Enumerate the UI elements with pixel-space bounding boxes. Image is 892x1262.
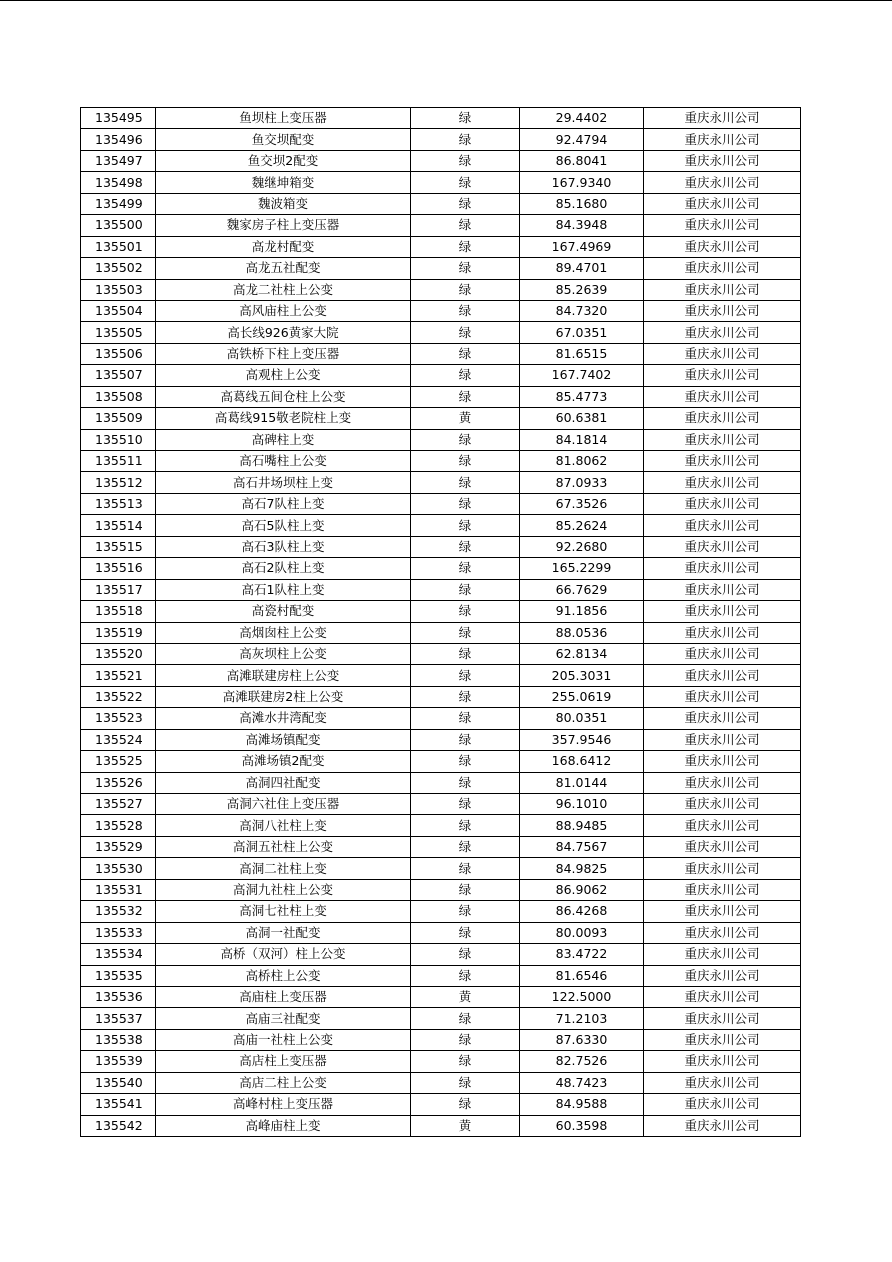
table-row (81, 472, 801, 493)
cell-status: 绿 (411, 686, 520, 707)
table-row (81, 343, 801, 364)
cell-value: 60.3598 (520, 1115, 644, 1136)
cell-value: 66.7629 (520, 579, 644, 600)
cell-status: 绿 (411, 193, 520, 214)
cell-value: 84.7567 (520, 836, 644, 857)
cell-value: 60.6381 (520, 408, 644, 429)
cell-value: 167.4969 (520, 236, 644, 257)
cell-value: 85.2624 (520, 515, 644, 536)
cell-name: 鱼交坝2配变 (156, 150, 411, 171)
cell-company: 重庆永川公司 (644, 236, 801, 257)
table-row (81, 601, 801, 622)
cell-status: 绿 (411, 901, 520, 922)
cell-name: 魏波箱变 (156, 193, 411, 214)
cell-id: 135508 (81, 386, 156, 407)
cell-value: 86.4268 (520, 901, 644, 922)
cell-status: 绿 (411, 279, 520, 300)
cell-id: 135497 (81, 150, 156, 171)
cell-status: 黄 (411, 1115, 520, 1136)
cell-company: 重庆永川公司 (644, 472, 801, 493)
cell-value: 84.7320 (520, 300, 644, 321)
cell-id: 135513 (81, 493, 156, 514)
cell-status: 绿 (411, 343, 520, 364)
cell-status: 绿 (411, 215, 520, 236)
cell-status: 黄 (411, 986, 520, 1007)
cell-status: 绿 (411, 965, 520, 986)
cell-company: 重庆永川公司 (644, 708, 801, 729)
cell-name: 高峰庙柱上变 (156, 1115, 411, 1136)
cell-id: 135527 (81, 794, 156, 815)
cell-status: 黄 (411, 408, 520, 429)
cell-status: 绿 (411, 429, 520, 450)
cell-name: 高石嘴柱上公变 (156, 451, 411, 472)
cell-name: 高石井场坝柱上变 (156, 472, 411, 493)
cell-status: 绿 (411, 386, 520, 407)
cell-id: 135526 (81, 772, 156, 793)
cell-status: 绿 (411, 836, 520, 857)
cell-status: 绿 (411, 1094, 520, 1115)
cell-status: 绿 (411, 751, 520, 772)
cell-value: 84.1814 (520, 429, 644, 450)
table-row (81, 686, 801, 707)
cell-company: 重庆永川公司 (644, 300, 801, 321)
table-row (81, 172, 801, 193)
cell-id: 135523 (81, 708, 156, 729)
cell-company: 重庆永川公司 (644, 1094, 801, 1115)
cell-id: 135536 (81, 986, 156, 1007)
cell-id: 135500 (81, 215, 156, 236)
cell-company: 重庆永川公司 (644, 1008, 801, 1029)
cell-id: 135528 (81, 815, 156, 836)
cell-id: 135537 (81, 1008, 156, 1029)
table-row (81, 1029, 801, 1050)
table-row (81, 1115, 801, 1136)
cell-id: 135542 (81, 1115, 156, 1136)
cell-company: 重庆永川公司 (644, 965, 801, 986)
cell-status: 绿 (411, 300, 520, 321)
cell-value: 86.9062 (520, 879, 644, 900)
cell-name: 魏继坤箱变 (156, 172, 411, 193)
cell-status: 绿 (411, 129, 520, 150)
cell-value: 80.0351 (520, 708, 644, 729)
table-row (81, 772, 801, 793)
table-row (81, 622, 801, 643)
cell-name: 高观柱上公变 (156, 365, 411, 386)
cell-name: 高灰坝柱上公变 (156, 643, 411, 664)
cell-id: 135496 (81, 129, 156, 150)
cell-company: 重庆永川公司 (644, 150, 801, 171)
cell-company: 重庆永川公司 (644, 386, 801, 407)
table-row (81, 108, 801, 129)
cell-value: 89.4701 (520, 258, 644, 279)
table-row (81, 879, 801, 900)
cell-value: 205.3031 (520, 665, 644, 686)
cell-name: 高滩联建房2柱上公变 (156, 686, 411, 707)
cell-status: 绿 (411, 493, 520, 514)
table-row (81, 558, 801, 579)
cell-value: 67.3526 (520, 493, 644, 514)
cell-company: 重庆永川公司 (644, 258, 801, 279)
cell-name: 高长线926黄家大院 (156, 322, 411, 343)
cell-name: 高店二柱上公变 (156, 1072, 411, 1093)
cell-id: 135520 (81, 643, 156, 664)
table-row (81, 451, 801, 472)
cell-id: 135503 (81, 279, 156, 300)
cell-name: 高滩水井湾配变 (156, 708, 411, 729)
cell-company: 重庆永川公司 (644, 1029, 801, 1050)
cell-name: 高峰村柱上变压器 (156, 1094, 411, 1115)
cell-status: 绿 (411, 879, 520, 900)
cell-id: 135534 (81, 944, 156, 965)
cell-name: 高庙三社配变 (156, 1008, 411, 1029)
cell-status: 绿 (411, 1008, 520, 1029)
cell-status: 绿 (411, 815, 520, 836)
cell-company: 重庆永川公司 (644, 751, 801, 772)
table-row (81, 643, 801, 664)
cell-value: 165.2299 (520, 558, 644, 579)
table-row (81, 1072, 801, 1093)
cell-company: 重庆永川公司 (644, 879, 801, 900)
cell-company: 重庆永川公司 (644, 193, 801, 214)
cell-company: 重庆永川公司 (644, 343, 801, 364)
cell-id: 135532 (81, 901, 156, 922)
table-row (81, 901, 801, 922)
cell-id: 135516 (81, 558, 156, 579)
table-row (81, 1008, 801, 1029)
cell-name: 高葛线915敬老院柱上变 (156, 408, 411, 429)
cell-company: 重庆永川公司 (644, 858, 801, 879)
cell-status: 绿 (411, 794, 520, 815)
cell-status: 绿 (411, 472, 520, 493)
cell-value: 86.8041 (520, 150, 644, 171)
cell-status: 绿 (411, 322, 520, 343)
cell-status: 绿 (411, 944, 520, 965)
cell-company: 重庆永川公司 (644, 408, 801, 429)
cell-id: 135509 (81, 408, 156, 429)
cell-value: 67.0351 (520, 322, 644, 343)
cell-id: 135517 (81, 579, 156, 600)
cell-status: 绿 (411, 515, 520, 536)
cell-id: 135522 (81, 686, 156, 707)
cell-id: 135524 (81, 729, 156, 750)
table-row (81, 300, 801, 321)
cell-id: 135501 (81, 236, 156, 257)
cell-status: 绿 (411, 172, 520, 193)
cell-value: 81.8062 (520, 451, 644, 472)
cell-value: 48.7423 (520, 1072, 644, 1093)
cell-id: 135510 (81, 429, 156, 450)
cell-id: 135529 (81, 836, 156, 857)
cell-value: 87.0933 (520, 472, 644, 493)
cell-name: 高滩场镇配变 (156, 729, 411, 750)
cell-status: 绿 (411, 922, 520, 943)
cell-value: 91.1856 (520, 601, 644, 622)
cell-status: 绿 (411, 622, 520, 643)
cell-status: 绿 (411, 1072, 520, 1093)
cell-company: 重庆永川公司 (644, 129, 801, 150)
cell-status: 绿 (411, 708, 520, 729)
table-row (81, 1094, 801, 1115)
cell-name: 高滩联建房柱上公变 (156, 665, 411, 686)
cell-name: 高铁桥下柱上变压器 (156, 343, 411, 364)
cell-id: 135531 (81, 879, 156, 900)
cell-company: 重庆永川公司 (644, 794, 801, 815)
table-row (81, 429, 801, 450)
cell-id: 135502 (81, 258, 156, 279)
cell-id: 135521 (81, 665, 156, 686)
cell-company: 重庆永川公司 (644, 601, 801, 622)
cell-value: 71.2103 (520, 1008, 644, 1029)
cell-name: 高洞四社配变 (156, 772, 411, 793)
table-row (81, 708, 801, 729)
cell-status: 绿 (411, 643, 520, 664)
cell-value: 81.6515 (520, 343, 644, 364)
cell-status: 绿 (411, 236, 520, 257)
cell-status: 绿 (411, 258, 520, 279)
cell-company: 重庆永川公司 (644, 172, 801, 193)
cell-name: 鱼交坝配变 (156, 129, 411, 150)
cell-value: 92.4794 (520, 129, 644, 150)
cell-status: 绿 (411, 665, 520, 686)
cell-name: 高洞六社住上变压器 (156, 794, 411, 815)
cell-id: 135495 (81, 108, 156, 129)
cell-company: 重庆永川公司 (644, 901, 801, 922)
cell-company: 重庆永川公司 (644, 215, 801, 236)
cell-id: 135504 (81, 300, 156, 321)
cell-name: 高烟囱柱上公变 (156, 622, 411, 643)
table-row (81, 236, 801, 257)
cell-name: 高洞七社柱上变 (156, 901, 411, 922)
cell-name: 高龙五社配变 (156, 258, 411, 279)
cell-company: 重庆永川公司 (644, 579, 801, 600)
cell-company: 重庆永川公司 (644, 686, 801, 707)
cell-status: 绿 (411, 558, 520, 579)
cell-status: 绿 (411, 601, 520, 622)
cell-status: 绿 (411, 108, 520, 129)
cell-value: 357.9546 (520, 729, 644, 750)
table-row (81, 665, 801, 686)
cell-company: 重庆永川公司 (644, 772, 801, 793)
cell-name: 高碑柱上变 (156, 429, 411, 450)
cell-value: 122.5000 (520, 986, 644, 1007)
cell-name: 高瓷村配变 (156, 601, 411, 622)
cell-name: 高石7队柱上变 (156, 493, 411, 514)
cell-company: 重庆永川公司 (644, 815, 801, 836)
cell-value: 167.9340 (520, 172, 644, 193)
table-row (81, 129, 801, 150)
cell-name: 高洞一社配变 (156, 922, 411, 943)
cell-value: 167.7402 (520, 365, 644, 386)
cell-value: 83.4722 (520, 944, 644, 965)
cell-status: 绿 (411, 858, 520, 879)
table-row (81, 536, 801, 557)
cell-name: 高庙一社柱上公变 (156, 1029, 411, 1050)
cell-company: 重庆永川公司 (644, 944, 801, 965)
table-row (81, 815, 801, 836)
cell-value: 87.6330 (520, 1029, 644, 1050)
table-row (81, 279, 801, 300)
cell-company: 重庆永川公司 (644, 536, 801, 557)
cell-status: 绿 (411, 1051, 520, 1072)
table-row (81, 986, 801, 1007)
cell-company: 重庆永川公司 (644, 558, 801, 579)
table-row (81, 944, 801, 965)
cell-company: 重庆永川公司 (644, 515, 801, 536)
cell-id: 135505 (81, 322, 156, 343)
cell-id: 135511 (81, 451, 156, 472)
table-row (81, 858, 801, 879)
cell-id: 135525 (81, 751, 156, 772)
cell-id: 135512 (81, 472, 156, 493)
cell-id: 135530 (81, 858, 156, 879)
cell-name: 高滩场镇2配变 (156, 751, 411, 772)
cell-company: 重庆永川公司 (644, 365, 801, 386)
table-row (81, 922, 801, 943)
cell-name: 高店柱上变压器 (156, 1051, 411, 1072)
cell-company: 重庆永川公司 (644, 493, 801, 514)
table-row (81, 1051, 801, 1072)
cell-name: 高石1队柱上变 (156, 579, 411, 600)
table-row (81, 794, 801, 815)
table-row (81, 386, 801, 407)
cell-status: 绿 (411, 150, 520, 171)
cell-company: 重庆永川公司 (644, 643, 801, 664)
table-row (81, 493, 801, 514)
cell-name: 高石2队柱上变 (156, 558, 411, 579)
table-row (81, 150, 801, 171)
table-body (81, 108, 801, 1137)
cell-status: 绿 (411, 451, 520, 472)
cell-company: 重庆永川公司 (644, 1072, 801, 1093)
cell-company: 重庆永川公司 (644, 279, 801, 300)
cell-company: 重庆永川公司 (644, 665, 801, 686)
cell-name: 高石5队柱上变 (156, 515, 411, 536)
cell-company: 重庆永川公司 (644, 451, 801, 472)
cell-value: 62.8134 (520, 643, 644, 664)
table-row (81, 729, 801, 750)
cell-company: 重庆永川公司 (644, 108, 801, 129)
cell-id: 135519 (81, 622, 156, 643)
table-row (81, 322, 801, 343)
cell-value: 29.4402 (520, 108, 644, 129)
table-row (81, 215, 801, 236)
cell-value: 81.6546 (520, 965, 644, 986)
cell-value: 85.1680 (520, 193, 644, 214)
cell-value: 85.2639 (520, 279, 644, 300)
cell-value: 84.9825 (520, 858, 644, 879)
page-top-border (0, 0, 892, 1)
cell-id: 135515 (81, 536, 156, 557)
cell-id: 135518 (81, 601, 156, 622)
cell-name: 高石3队柱上变 (156, 536, 411, 557)
cell-id: 135540 (81, 1072, 156, 1093)
cell-name: 高洞九社柱上公变 (156, 879, 411, 900)
cell-company: 重庆永川公司 (644, 429, 801, 450)
cell-value: 84.9588 (520, 1094, 644, 1115)
table-row (81, 836, 801, 857)
table-row (81, 965, 801, 986)
cell-company: 重庆永川公司 (644, 986, 801, 1007)
cell-name: 高洞二社柱上变 (156, 858, 411, 879)
cell-id: 135499 (81, 193, 156, 214)
cell-id: 135539 (81, 1051, 156, 1072)
cell-name: 高龙二社柱上公变 (156, 279, 411, 300)
cell-status: 绿 (411, 772, 520, 793)
cell-id: 135498 (81, 172, 156, 193)
cell-company: 重庆永川公司 (644, 622, 801, 643)
cell-name: 高龙村配变 (156, 236, 411, 257)
cell-company: 重庆永川公司 (644, 1115, 801, 1136)
cell-company: 重庆永川公司 (644, 1051, 801, 1072)
cell-value: 88.9485 (520, 815, 644, 836)
cell-status: 绿 (411, 1029, 520, 1050)
cell-status: 绿 (411, 729, 520, 750)
cell-value: 88.0536 (520, 622, 644, 643)
cell-company: 重庆永川公司 (644, 729, 801, 750)
cell-name: 高洞五社柱上公变 (156, 836, 411, 857)
cell-value: 96.1010 (520, 794, 644, 815)
cell-id: 135533 (81, 922, 156, 943)
cell-status: 绿 (411, 579, 520, 600)
cell-id: 135514 (81, 515, 156, 536)
cell-id: 135538 (81, 1029, 156, 1050)
cell-id: 135535 (81, 965, 156, 986)
data-table (80, 107, 801, 1137)
cell-value: 85.4773 (520, 386, 644, 407)
cell-value: 80.0093 (520, 922, 644, 943)
cell-name: 高葛线五间仓柱上公变 (156, 386, 411, 407)
cell-name: 高风庙柱上公变 (156, 300, 411, 321)
cell-value: 168.6412 (520, 751, 644, 772)
cell-status: 绿 (411, 536, 520, 557)
cell-value: 92.2680 (520, 536, 644, 557)
cell-id: 135507 (81, 365, 156, 386)
cell-company: 重庆永川公司 (644, 322, 801, 343)
cell-name: 高桥柱上公变 (156, 965, 411, 986)
table-row (81, 515, 801, 536)
table-row (81, 751, 801, 772)
table-row (81, 579, 801, 600)
cell-value: 81.0144 (520, 772, 644, 793)
cell-company: 重庆永川公司 (644, 836, 801, 857)
cell-id: 135541 (81, 1094, 156, 1115)
table-row (81, 408, 801, 429)
cell-status: 绿 (411, 365, 520, 386)
cell-value: 82.7526 (520, 1051, 644, 1072)
table-row (81, 258, 801, 279)
cell-name: 魏家房子柱上变压器 (156, 215, 411, 236)
cell-value: 84.3948 (520, 215, 644, 236)
cell-value: 255.0619 (520, 686, 644, 707)
cell-name: 高洞八社柱上变 (156, 815, 411, 836)
table-row (81, 365, 801, 386)
cell-name: 鱼坝柱上变压器 (156, 108, 411, 129)
cell-name: 高桥（双河）柱上公变 (156, 944, 411, 965)
table-row (81, 193, 801, 214)
cell-name: 高庙柱上变压器 (156, 986, 411, 1007)
cell-company: 重庆永川公司 (644, 922, 801, 943)
cell-id: 135506 (81, 343, 156, 364)
